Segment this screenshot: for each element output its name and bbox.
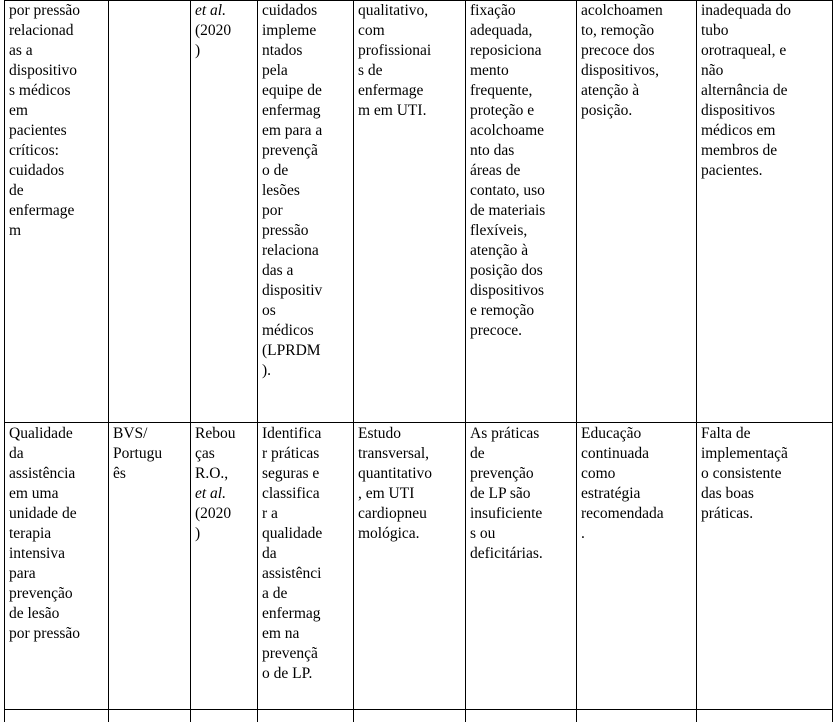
review-table bbox=[4, 0, 833, 722]
cell-empty bbox=[577, 710, 697, 722]
cell-gaps: Falta de implementaçã o consistente das boas práticas. bbox=[697, 423, 833, 710]
cell-authors: Rebou ças R.O., et al. (2020 ) bbox=[191, 423, 258, 710]
cell-title: Qualidade da assistência em uma unidade de terapia intensiva para prevenção de lesão por pressão bbox=[5, 423, 109, 710]
cell-empty bbox=[109, 710, 191, 722]
table-row bbox=[5, 423, 833, 710]
cell-empty bbox=[5, 710, 109, 722]
cell-objective: cuidados impleme ntados pela equipe de enfermag em para a prevençã o de lesões por pressão relaciona das a dispositiv os médicos (LPRDM ). bbox=[258, 1, 354, 423]
cell-objective: Identifica r práticas seguras e classifica r a qualidade da assistênci a de enfermag em na prevençã o de LP. bbox=[258, 423, 354, 710]
cell-empty bbox=[466, 710, 577, 722]
cell-method: Estudo transversal, quantitativo , em UTI cardiopneu mológica. bbox=[354, 423, 466, 710]
cell-title: por pressão relacionad as a dispositivo s médicos em pacientes críticos: cuidados de enfermage m bbox=[5, 1, 109, 423]
cell-empty bbox=[354, 710, 466, 722]
table-row bbox=[5, 710, 833, 722]
cell-recommendations: Educação continuada como estratégia recomendada . bbox=[577, 423, 697, 710]
cell-recommendations: acolchoamen to, remoção precoce dos dispositivos, atenção à posição. bbox=[577, 1, 697, 423]
table-row bbox=[5, 1, 833, 423]
cell-empty bbox=[697, 710, 833, 722]
cell-empty bbox=[258, 710, 354, 722]
cell-database bbox=[109, 1, 191, 423]
cell-empty bbox=[191, 710, 258, 722]
cell-authors: et al. (2020 ) bbox=[191, 1, 258, 423]
cell-method: qualitativo, com profissionai s de enfermage m em UTI. bbox=[354, 1, 466, 423]
cell-gaps: inadequada do tubo orotraqueal, e não alternância de dispositivos médicos em membros de pacientes. bbox=[697, 1, 833, 423]
cell-results: fixação adequada, reposiciona mento frequente, proteção e acolchoame nto das áreas de contato, uso de materiais flexíveis, atenção à posição dos dispositivos e remoção precoce. bbox=[466, 1, 577, 423]
cell-database: BVS/ Portugu ês bbox=[109, 423, 191, 710]
cell-results: As práticas de prevenção de LP são insuficiente s ou deficitárias. bbox=[466, 423, 577, 710]
